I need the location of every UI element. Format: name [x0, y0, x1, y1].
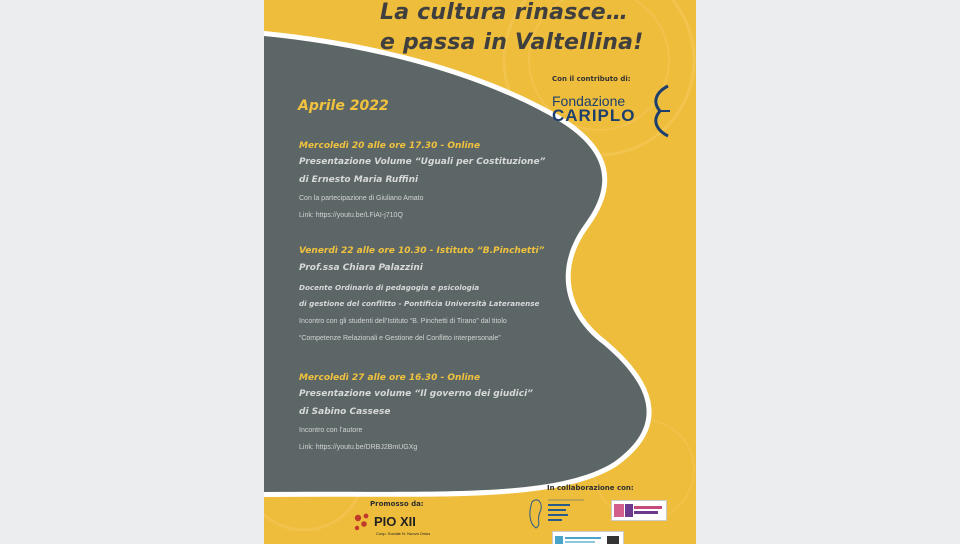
event-poster	[264, 0, 696, 544]
sponsor-label: Con il contributo di:	[552, 75, 631, 83]
event-3-speaker: di Sabino Cassese	[299, 407, 391, 417]
event-3-detail: Incontro con l’autore	[299, 427, 363, 434]
poster-title-line1: La cultura rinasce…	[380, 0, 629, 25]
event-1-link: Link: https://youtu.be/LFiAI-j710Q	[299, 212, 403, 219]
event-2-topic: “Competenze Relazionali e Gestione del Conflitto interpersonale”	[299, 335, 501, 342]
event-1-detail: Con la partecipazione di Giuliano Amato	[299, 195, 424, 202]
event-2-date: Venerdì 22 alle ore 10.30 - Istituto “B.Pinchetti”	[299, 246, 545, 256]
pio-xii-logo-icon	[352, 512, 372, 534]
event-2-affiliation: di gestione del conflitto - Pontificia Università Lateranense	[299, 299, 540, 308]
partner-logo-bottom-mark	[553, 534, 623, 544]
event-1-date: Mercoledì 20 alle ore 17.30 - Online	[299, 141, 481, 151]
poster-title-line2: e passa in Valtellina!	[380, 30, 644, 55]
partner-logo-bottom	[552, 531, 624, 544]
promoter-subtitle: Coop. Sociale N. Nuova Onlus	[376, 531, 431, 536]
event-3-link: Link: https://youtu.be/DRBJ2BmUGXg	[299, 444, 418, 451]
event-1-title: Presentazione Volume “Uguali per Costituzione”	[299, 157, 546, 167]
ufficio-scolastico-logo	[522, 494, 588, 530]
event-2-detail: Incontro con gli studenti dell’Istituto “B. Pinchetti di Tirano” dal titolo	[299, 318, 507, 325]
event-3-title: Presentazione volume “Il governo dei giudici”	[299, 389, 533, 399]
event-2-speaker: Prof.ssa Chiara Palazzini	[299, 263, 423, 273]
month-heading: Aprile 2022	[298, 98, 389, 114]
promoter-name: PIO XII	[374, 514, 416, 529]
collab-label: In collaborazione con:	[547, 484, 634, 492]
event-2-role: Docente Ordinario di pedagogia e psicologia	[299, 283, 480, 292]
event-1-speaker: di Ernesto Maria Ruffini	[299, 175, 419, 185]
cariplo-logo-icon	[648, 84, 672, 138]
partner-logo-mark	[612, 501, 666, 520]
event-3-date: Mercoledì 27 alle ore 16.30 - Online	[299, 373, 481, 383]
sponsor-name-line1: Fondazione	[552, 93, 626, 109]
promoted-label: Promosso da:	[370, 500, 424, 508]
sponsor-name-line2: CARIPLO	[552, 106, 636, 125]
partner-logo-right	[611, 500, 667, 521]
